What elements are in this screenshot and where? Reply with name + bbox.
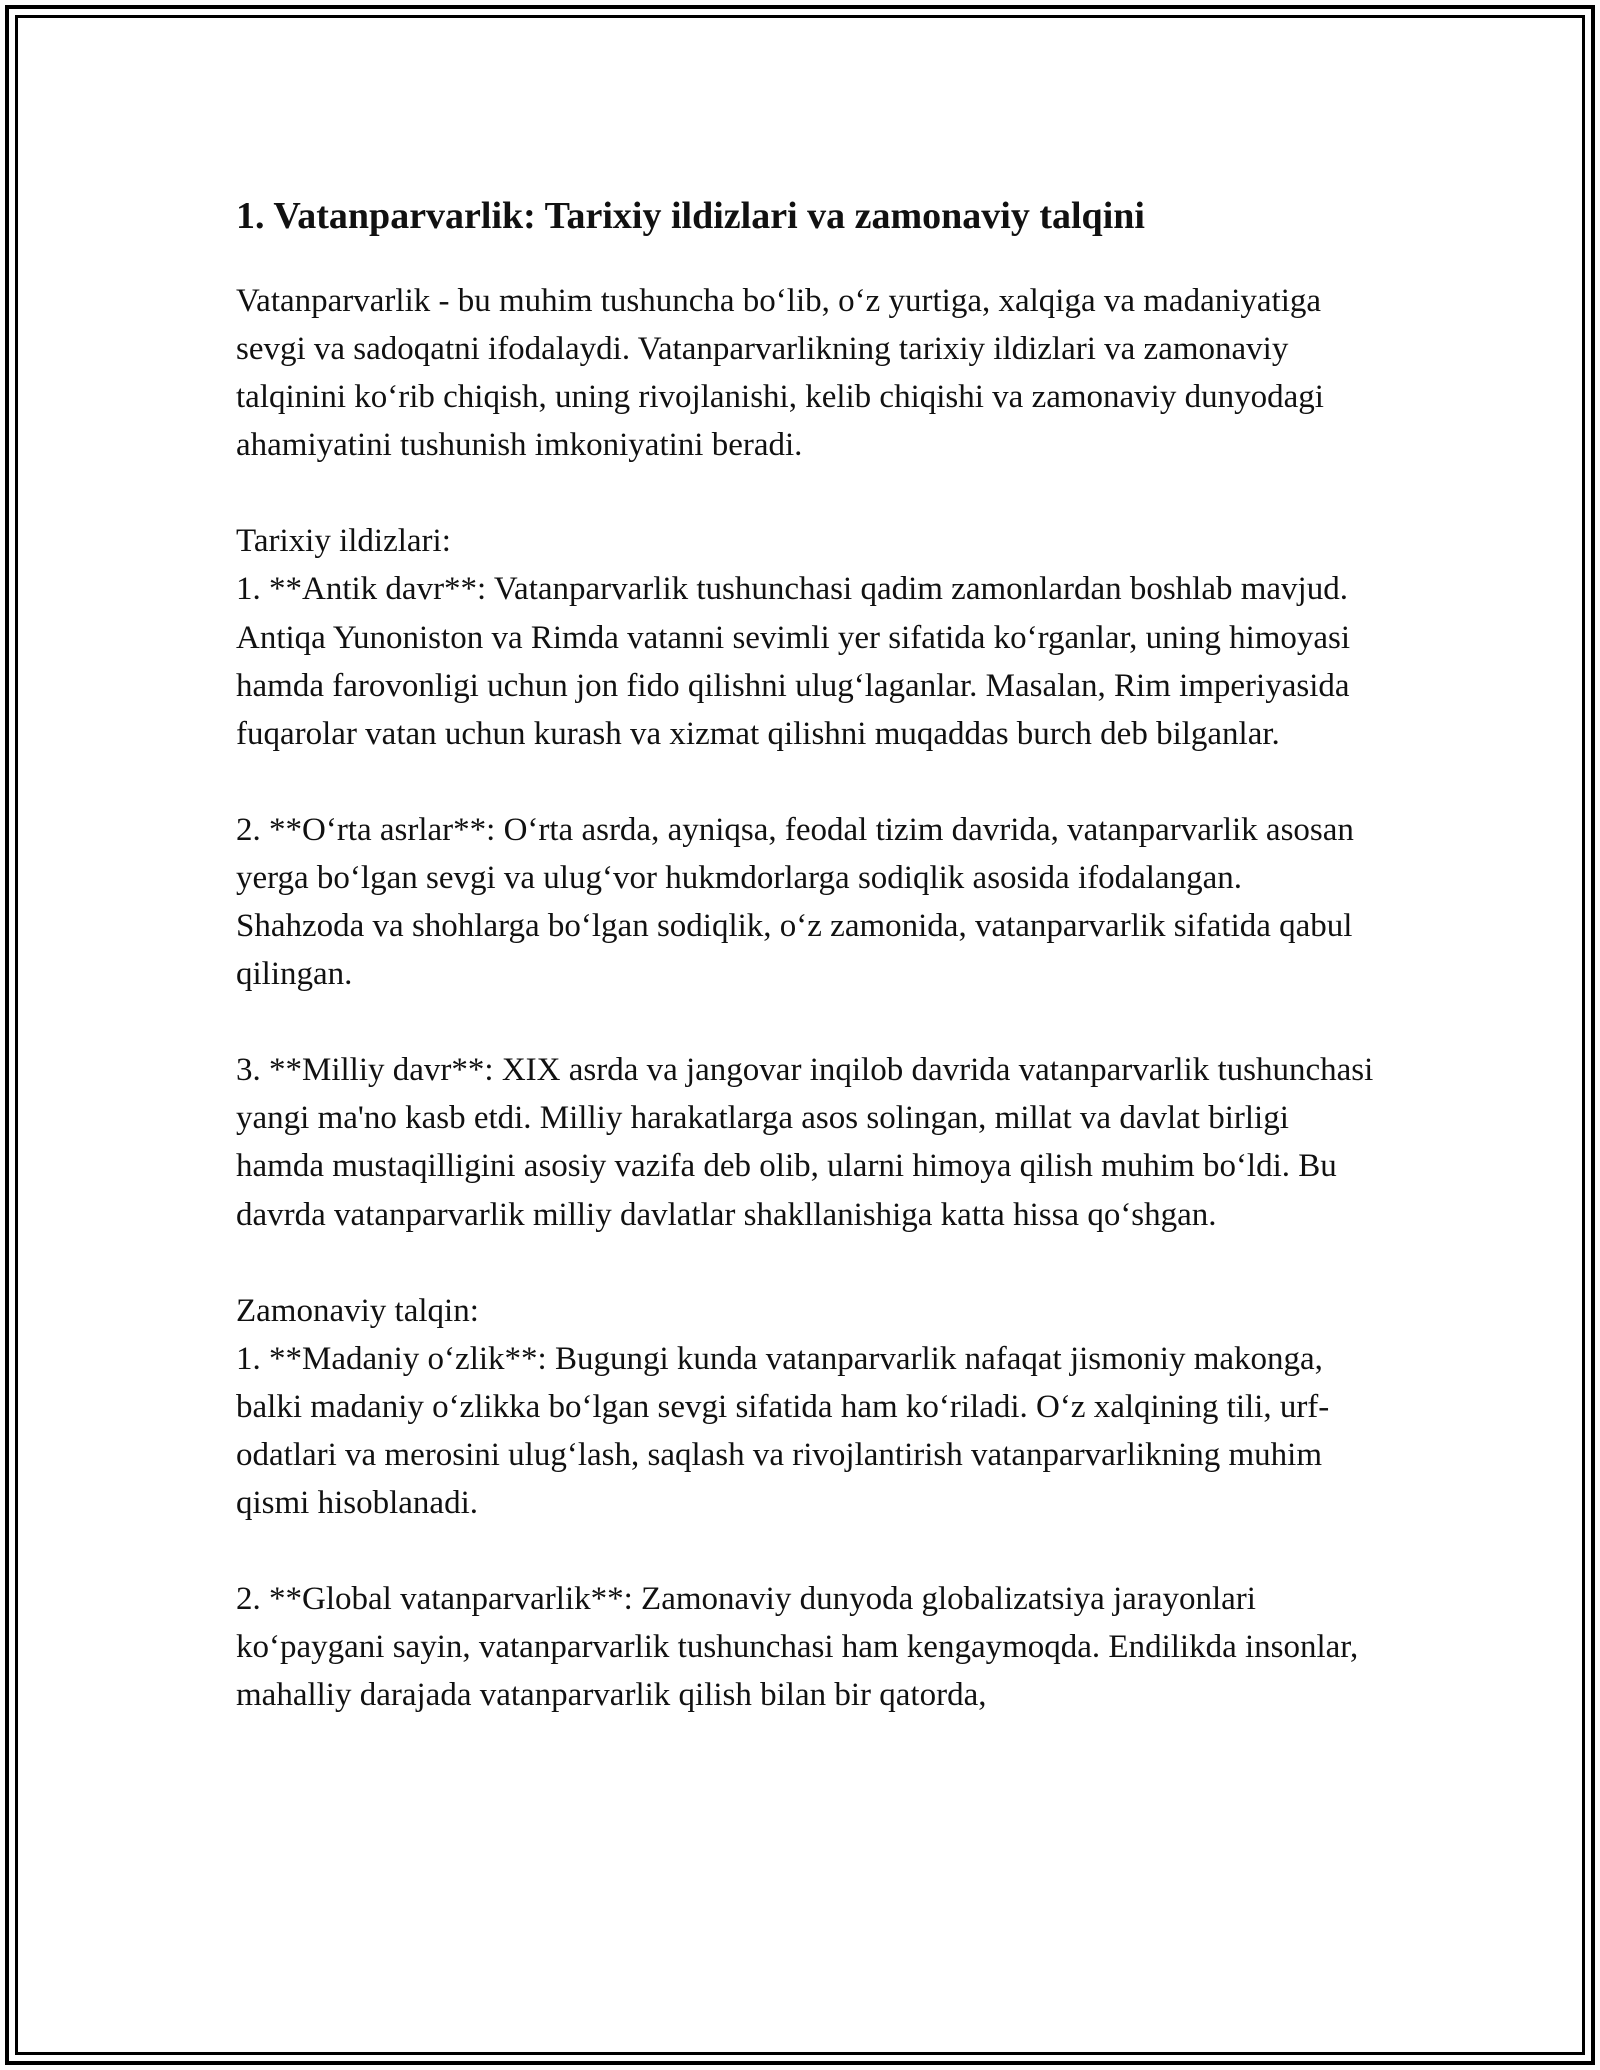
paragraph-gap [236, 998, 1376, 1046]
historical-item-1: 1. **Antik davr**: Vatanparvarlik tushunchasi qadim zamonlardan boshlab mavjud. Antiqa Yunoniston va Rimda vatanni sevimli yer sifatida ko‘rganlar, uning himoyasi hamda farovonligi uchun jon fido qilishni ulug‘laganlar. Masalan, Rim imperiyasida fuqarolar vatan uchun kurash va xizmat qilishni muqaddas burch deb bilganlar. [236, 571, 1351, 752]
modern-item-1: 1. **Madaniy o‘zlik**: Bugungi kunda vatanparvarlik nafaqat jismoniy makonga, balki madaniy o‘zlikka bo‘lgan sevgi sifatida ham ko‘riladi. O‘z xalqining tili, urf-odatlari va merosini ulug‘lash, saqlash va rivojlantirish vatanparvarlikning muhim qismi hisoblanadi. [236, 1340, 1330, 1521]
historical-item-2: 2. **O‘rta asrlar**: O‘rta asrda, ayniqsa, feodal tizim davrida, vatanparvarlik asosan yerga bo‘lgan sevgi va ulug‘vor hukmdorlarga sodiqlik asosida ifodalangan. Shahzoda va shohlarga bo‘lgan sodiqlik, o‘z zamonida, vatanparvarlik sifatida qabul qilingan. [236, 811, 1354, 993]
document-body [236, 186, 1376, 1719]
modern-item-2: 2. **Global vatanparvarlik**: Zamonaviy dunyoda globalizatsiya jarayonlari ko‘paygani sayin, vatanparvarlik tushunchasi ham kengaymoqda. Endilikda insonlar, mahalliy darajada vatanparvarlik qilish bilan bir qatorda, [236, 1581, 1359, 1714]
intro-paragraph: Vatanparvarlik - bu muhim tushuncha bo‘lib, o‘z yurtiga, xalqiga va madaniyatiga sevgi va sadoqatni ifodalaydi. Vatanparvarlikning tarixiy ildizlari va zamonaviy talqinini ko‘rib chiqish, uning rivojlanishi, kelib chiqishi va zamonaviy dunyodagi ahamiyatini tushunish imkoniyatini beradi. [236, 283, 1324, 464]
historical-item-3: 3. **Milliy davr**: XIX asrda va jangovar inqilob davrida vatanparvarlik tushunchasi yangi ma'no kasb etdi. Milliy harakatlarga asos solingan, millat va davlat birligi hamda mustaqilligini asosiy vazifa deb olib, ularni himoya qilish muhim bo‘ldi. Bu davrda vatanparvarlik milliy davlatlar shakllanishiga katta hissa qo‘shgan. [236, 1052, 1374, 1233]
paragraph-gap [236, 469, 1376, 517]
paragraph-gap [236, 758, 1376, 806]
modern-heading: Zamonaviy talqin: [236, 1292, 479, 1329]
historical-heading: Tarixiy ildizlari: [236, 523, 451, 560]
paragraph-gap [236, 1239, 1376, 1287]
paragraph-gap [236, 1527, 1376, 1575]
document-title: 1. Vatanparvarlik: Tarixiy ildizlari va zamonaviy talqini [236, 195, 1145, 237]
